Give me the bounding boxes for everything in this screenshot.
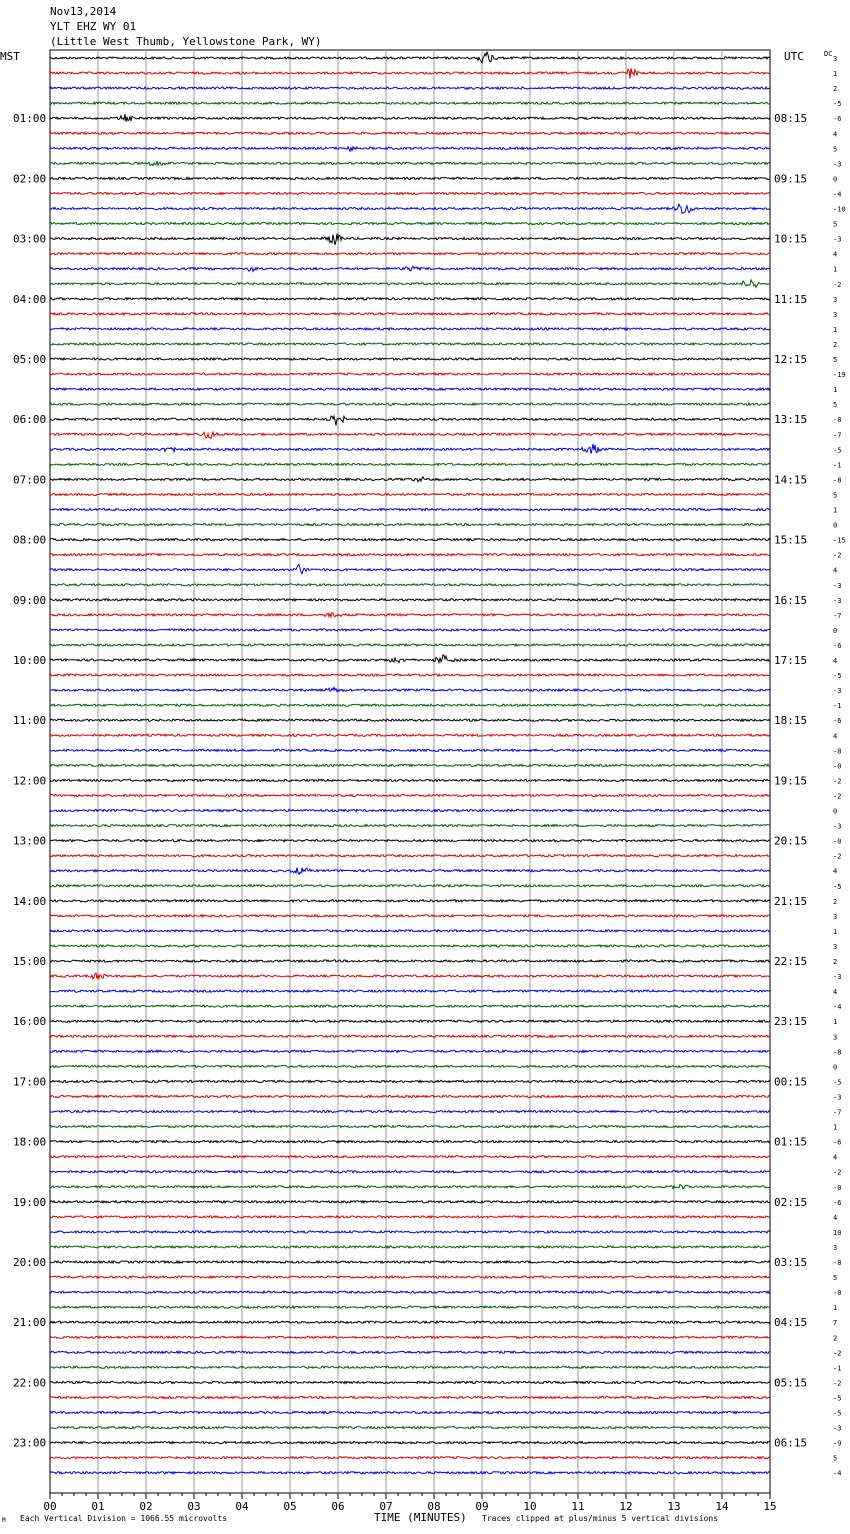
dc-offset-label: 0: [833, 626, 838, 635]
utc-hour-label: 12:15: [774, 353, 808, 366]
dc-offset-label: -8: [833, 1048, 842, 1057]
trace-line: [50, 973, 770, 979]
dc-offset-label: 7: [833, 1319, 838, 1328]
trace-line: [50, 1381, 770, 1383]
trace-line: [50, 234, 770, 245]
dc-offset-label: -7: [833, 611, 842, 620]
dc-offset-label: 3: [833, 942, 838, 951]
trace-line: [50, 52, 770, 63]
trace-line: [50, 779, 770, 781]
trace-line: [50, 1472, 770, 1474]
utc-hour-label: 23:15: [774, 1015, 808, 1029]
trace-line: [50, 343, 770, 345]
utc-hour-label: 09:15: [774, 172, 808, 186]
trace-line: [50, 809, 770, 811]
trace-line: [50, 298, 770, 300]
corner-mark: M: [2, 1517, 6, 1524]
dc-offset-label: -8: [833, 476, 842, 485]
dc-offset-label: 3: [833, 1243, 838, 1252]
trace-line: [50, 945, 770, 947]
dc-offset-label: -19: [833, 371, 846, 380]
trace-line: [50, 477, 770, 482]
trace-line: [50, 1171, 770, 1173]
dc-offset-label: -8: [833, 747, 842, 756]
dc-offset-label: -2: [833, 1379, 842, 1388]
dc-offset-label: 5: [833, 1274, 838, 1283]
mst-hour-label: 19:00: [13, 1195, 47, 1209]
trace-line: [50, 794, 770, 796]
trace-line: [50, 1427, 770, 1429]
trace-line: [50, 358, 770, 360]
clip-note: Traces clipped at plus/minus 5 vertical divisions: [482, 1514, 719, 1523]
dc-offset-label: 4: [833, 732, 838, 741]
dc-offset-label: 2: [833, 1334, 838, 1343]
utc-hour-label: 10:15: [774, 232, 808, 246]
dc-offset-label: 1: [833, 1304, 838, 1313]
scale-note: Each Vertical Division = 1066.55 microvolts: [20, 1514, 228, 1523]
trace-line: [50, 280, 770, 288]
mst-hour-label: 11:00: [13, 714, 47, 728]
trace-line: [50, 416, 770, 425]
dc-offset-label: 3: [833, 295, 838, 304]
dc-offset-label: 2: [833, 85, 838, 94]
utc-hour-label: 21:15: [774, 894, 808, 908]
trace-line: [50, 204, 770, 213]
trace-line: [50, 1065, 770, 1067]
trace-line: [50, 915, 770, 917]
trace-line: [50, 1050, 770, 1052]
trace-line: [50, 132, 770, 134]
trace-line: [50, 463, 770, 465]
mst-hour-label: 02:00: [13, 172, 47, 186]
trace-line: [50, 1231, 770, 1233]
x-tick-label: 10: [523, 1500, 537, 1513]
trace-line: [50, 1411, 770, 1413]
dc-offset-label: -5: [833, 1409, 842, 1418]
dc-offset-label: 3: [833, 912, 838, 921]
dc-offset-label: -1: [833, 1364, 842, 1373]
trace-line: [50, 584, 770, 586]
x-tick-label: 14: [715, 1500, 729, 1513]
dc-offset-label: -6: [833, 115, 842, 124]
x-tick-label: 06: [331, 1500, 345, 1513]
trace-line: [50, 674, 770, 676]
dc-offset-label: -5: [833, 882, 842, 891]
trace-line: [50, 629, 770, 631]
trace-line: [50, 960, 770, 962]
dc-offset-label: -3: [833, 973, 842, 982]
dc-offset-label: -7: [833, 431, 842, 440]
trace-line: [50, 161, 770, 165]
trace-line: [50, 147, 770, 151]
x-tick-label: 11: [571, 1500, 585, 1513]
trace-line: [50, 1005, 770, 1007]
x-tick-label: 09: [475, 1500, 489, 1513]
utc-hour-label: 14:15: [774, 473, 808, 487]
dc-offset-label: -15: [833, 536, 846, 545]
dc-offset-label: -3: [833, 596, 842, 605]
trace-line: [50, 313, 770, 315]
utc-hour-label: 17:15: [774, 654, 808, 667]
trace-line: [50, 253, 770, 255]
dc-offset-label: -10: [833, 205, 846, 214]
trace-line: [50, 564, 770, 573]
dc-offset-label: -7: [833, 1108, 842, 1117]
trace-line: [50, 1261, 770, 1263]
dc-offset-label: 3: [833, 55, 838, 63]
mst-hour-label: 03:00: [13, 232, 47, 246]
trace-line: [50, 655, 770, 663]
mst-hour-label: 17:00: [13, 1075, 47, 1089]
dc-offset-label: -4: [833, 190, 842, 199]
trace-line: [50, 266, 770, 271]
mst-hour-label: 06:00: [13, 413, 47, 427]
trace-line: [50, 1110, 770, 1112]
trace-line: [50, 554, 770, 556]
dc-offset-label: -5: [833, 1078, 842, 1087]
right-axis-label: UTC: [784, 50, 804, 63]
utc-hour-label: 04:15: [774, 1316, 808, 1330]
trace-line: [50, 599, 770, 601]
mst-hour-label: 09:00: [13, 593, 47, 607]
dc-offset-label: -2: [833, 280, 842, 289]
dc-offset-label: -2: [833, 1349, 842, 1358]
dc-offset-label: -6: [833, 1198, 842, 1207]
mst-hour-label: 23:00: [13, 1436, 47, 1450]
x-tick-label: 03: [187, 1500, 201, 1513]
trace-line: [50, 1276, 770, 1278]
trace-line: [50, 644, 770, 646]
trace-line: [50, 1306, 770, 1308]
dc-offset-label: 1: [833, 70, 838, 79]
dc-label: DC: [824, 50, 833, 58]
left-axis-label: MST: [0, 50, 20, 63]
dc-offset-label: 4: [833, 130, 838, 139]
utc-hour-label: 06:15: [774, 1436, 808, 1450]
dc-offset-label: 5: [833, 401, 838, 410]
dc-offset-label: 3: [833, 1033, 838, 1042]
trace-line: [50, 1095, 770, 1097]
dc-offset-label: 5: [833, 145, 838, 154]
dc-offset-label: -2: [833, 551, 842, 560]
trace-line: [50, 87, 770, 89]
mst-hour-label: 01:00: [13, 112, 47, 126]
dc-offset-label: 4: [833, 1213, 838, 1222]
utc-hour-label: 16:15: [774, 593, 808, 607]
mst-hour-label: 21:00: [13, 1316, 47, 1330]
dc-offset-label: -5: [833, 446, 842, 455]
trace-line: [50, 734, 770, 736]
trace-line: [50, 1020, 770, 1022]
dc-offset-label: 2: [833, 897, 838, 906]
mst-hour-label: 20:00: [13, 1256, 47, 1269]
trace-line: [50, 508, 770, 510]
trace-line: [50, 432, 770, 438]
utc-hour-label: 08:15: [774, 112, 808, 126]
dc-offset-label: -6: [833, 717, 842, 726]
utc-hour-label: 05:15: [774, 1376, 808, 1390]
utc-hour-label: 19:15: [774, 774, 808, 788]
trace-line: [50, 102, 770, 104]
dc-offset-label: -3: [833, 1093, 842, 1102]
x-tick-label: 04: [235, 1500, 249, 1513]
dc-offset-label: -5: [833, 100, 842, 109]
x-axis-title: TIME (MINUTES): [374, 1511, 467, 1524]
dc-offset-label: 5: [833, 491, 838, 500]
trace-line: [50, 1442, 770, 1444]
mst-hour-label: 16:00: [13, 1015, 47, 1029]
dc-offset-label: -0: [833, 837, 842, 846]
utc-hour-label: 11:15: [774, 292, 808, 306]
dc-offset-label: -3: [833, 822, 842, 831]
dc-offset-label: 1: [833, 927, 838, 936]
dc-offset-label: 4: [833, 988, 838, 997]
trace-line: [50, 1216, 770, 1218]
utc-hour-label: 02:15: [774, 1195, 808, 1209]
dc-offset-label: -6: [833, 641, 842, 650]
trace-line: [50, 687, 770, 691]
dc-offset-label: -8: [833, 416, 842, 425]
trace-line: [50, 1336, 770, 1338]
dc-offset-label: 0: [833, 807, 838, 816]
dc-offset-label: -3: [833, 581, 842, 590]
trace-line: [50, 990, 770, 992]
trace-line: [50, 885, 770, 887]
x-tick-label: 08: [427, 1500, 441, 1513]
trace-line: [50, 840, 770, 842]
x-tick-label: 01: [91, 1500, 105, 1513]
dc-offset-label: 0: [833, 1063, 838, 1072]
trace-line: [50, 719, 770, 721]
trace-line: [50, 868, 770, 875]
dc-offset-label: -2: [833, 777, 842, 786]
mst-hour-label: 07:00: [13, 473, 47, 487]
dc-offset-label: 1: [833, 1018, 838, 1027]
dc-offset-label: -4: [833, 1003, 842, 1012]
dc-offset-label: 5: [833, 356, 838, 364]
x-tick-label: 13: [667, 1500, 681, 1513]
dc-offset-label: -2: [833, 852, 842, 861]
mst-hour-label: 08:00: [13, 533, 47, 547]
trace-line: [50, 749, 770, 751]
trace-line: [50, 1396, 770, 1398]
trace-line: [50, 900, 770, 902]
trace-line: [50, 68, 770, 78]
trace-line: [50, 223, 770, 225]
mst-hour-label: 13:00: [13, 834, 47, 848]
trace-line: [50, 1080, 770, 1082]
dc-offset-label: -2: [833, 1168, 842, 1177]
trace-line: [50, 1201, 770, 1203]
trace-line: [50, 177, 770, 179]
trace-line: [50, 403, 770, 405]
trace-line: [50, 930, 770, 932]
trace-line: [50, 539, 770, 541]
dc-offset-label: -5: [833, 672, 842, 681]
dc-offset-label: 5: [833, 220, 838, 229]
trace-line: [50, 1126, 770, 1128]
x-tick-label: 12: [619, 1500, 633, 1513]
trace-line: [50, 524, 770, 526]
dc-offset-label: -0: [833, 762, 842, 771]
dc-offset-label: 1: [833, 325, 838, 334]
dc-offset-label: 1: [833, 386, 838, 395]
trace-line: [50, 444, 770, 454]
trace-line: [50, 114, 770, 122]
trace-line: [50, 1156, 770, 1158]
dc-offset-label: 4: [833, 1153, 838, 1162]
dc-offset-label: -4: [833, 1469, 842, 1478]
x-tick-label: 02: [139, 1500, 153, 1513]
dc-offset-label: -3: [833, 160, 842, 169]
plot-date: Nov13,2014: [50, 5, 117, 18]
trace-line: [50, 613, 770, 617]
trace-line: [50, 764, 770, 766]
x-tick-label: 07: [379, 1500, 393, 1513]
dc-offset-label: 1: [833, 265, 838, 274]
trace-line: [50, 1035, 770, 1037]
x-tick-label: 00: [43, 1500, 57, 1513]
utc-hour-label: 22:15: [774, 955, 808, 968]
x-axis: [43, 1493, 776, 1513]
utc-hour-label: 01:15: [774, 1135, 808, 1149]
x-tick-label: 15: [763, 1500, 777, 1513]
trace-line: [50, 825, 770, 827]
utc-hour-label: 20:15: [774, 834, 808, 848]
trace-line: [50, 328, 770, 330]
dc-offset-label: -1: [833, 461, 842, 470]
dc-offset-label: -3: [833, 687, 842, 696]
utc-hour-label: 03:15: [774, 1256, 808, 1269]
dc-offset-label: -0: [833, 1289, 842, 1298]
trace-line: [50, 1291, 770, 1293]
mst-hour-label: 05:00: [13, 353, 47, 366]
mst-hour-label: 12:00: [13, 774, 47, 788]
mst-hour-label: 18:00: [13, 1135, 47, 1149]
trace-line: [50, 1351, 770, 1353]
trace-line: [50, 493, 770, 495]
trace-line: [50, 1457, 770, 1459]
dc-offset-label: 2: [833, 958, 838, 966]
dc-offset-label: -5: [833, 1394, 842, 1403]
dc-offset-label: 4: [833, 566, 838, 575]
dc-offset-label: 5: [833, 1454, 838, 1463]
x-tick-label: 05: [283, 1500, 297, 1513]
trace-line: [50, 1246, 770, 1248]
mst-hour-label: 15:00: [13, 955, 47, 968]
dc-offset-label: -9: [833, 1439, 842, 1448]
dc-offset-label: 4: [833, 657, 838, 665]
dc-offset-label: 1: [833, 506, 838, 515]
trace-line: [50, 1185, 770, 1189]
trace-line: [50, 1321, 770, 1323]
dc-offset-label: 4: [833, 867, 838, 876]
dc-offset-label: -3: [833, 1424, 842, 1433]
trace-line: [50, 192, 770, 194]
dc-offset-label: -2: [833, 792, 842, 801]
dc-offset-label: -3: [833, 235, 842, 244]
station-location: (Little West Thumb, Yellowstone Park, WY): [50, 35, 322, 48]
dc-offset-label: 10: [833, 1228, 842, 1237]
dc-offset-label: -0: [833, 1183, 842, 1192]
utc-hour-label: 15:15: [774, 533, 808, 547]
utc-hour-label: 18:15: [774, 714, 808, 728]
utc-hour-label: 13:15: [774, 413, 808, 427]
trace-line: [50, 704, 770, 706]
mst-hour-label: 22:00: [13, 1376, 47, 1390]
mst-hour-label: 10:00: [13, 654, 47, 667]
dc-offset-label: -6: [833, 1138, 842, 1147]
dc-offset-label: 4: [833, 250, 838, 259]
trace-line: [50, 373, 770, 375]
mst-hour-label: 14:00: [13, 894, 47, 908]
mst-hour-label: 04:00: [13, 292, 47, 306]
trace-line: [50, 1366, 770, 1368]
dc-offset-label: 0: [833, 521, 838, 530]
utc-hour-label: 00:15: [774, 1075, 808, 1089]
dc-offset-label: 0: [833, 175, 838, 184]
dc-offset-label: 3: [833, 310, 838, 319]
dc-offset-label: -1: [833, 702, 842, 711]
dc-offset-label: -8: [833, 1259, 842, 1267]
dc-offset-label: 1: [833, 1123, 838, 1132]
trace-line: [50, 1141, 770, 1143]
dc-offset-label: 2: [833, 340, 838, 349]
trace-line: [50, 855, 770, 857]
seismic-traces: [50, 52, 770, 1474]
trace-line: [50, 388, 770, 390]
station-code: YLT EHZ WY 01: [50, 20, 137, 33]
